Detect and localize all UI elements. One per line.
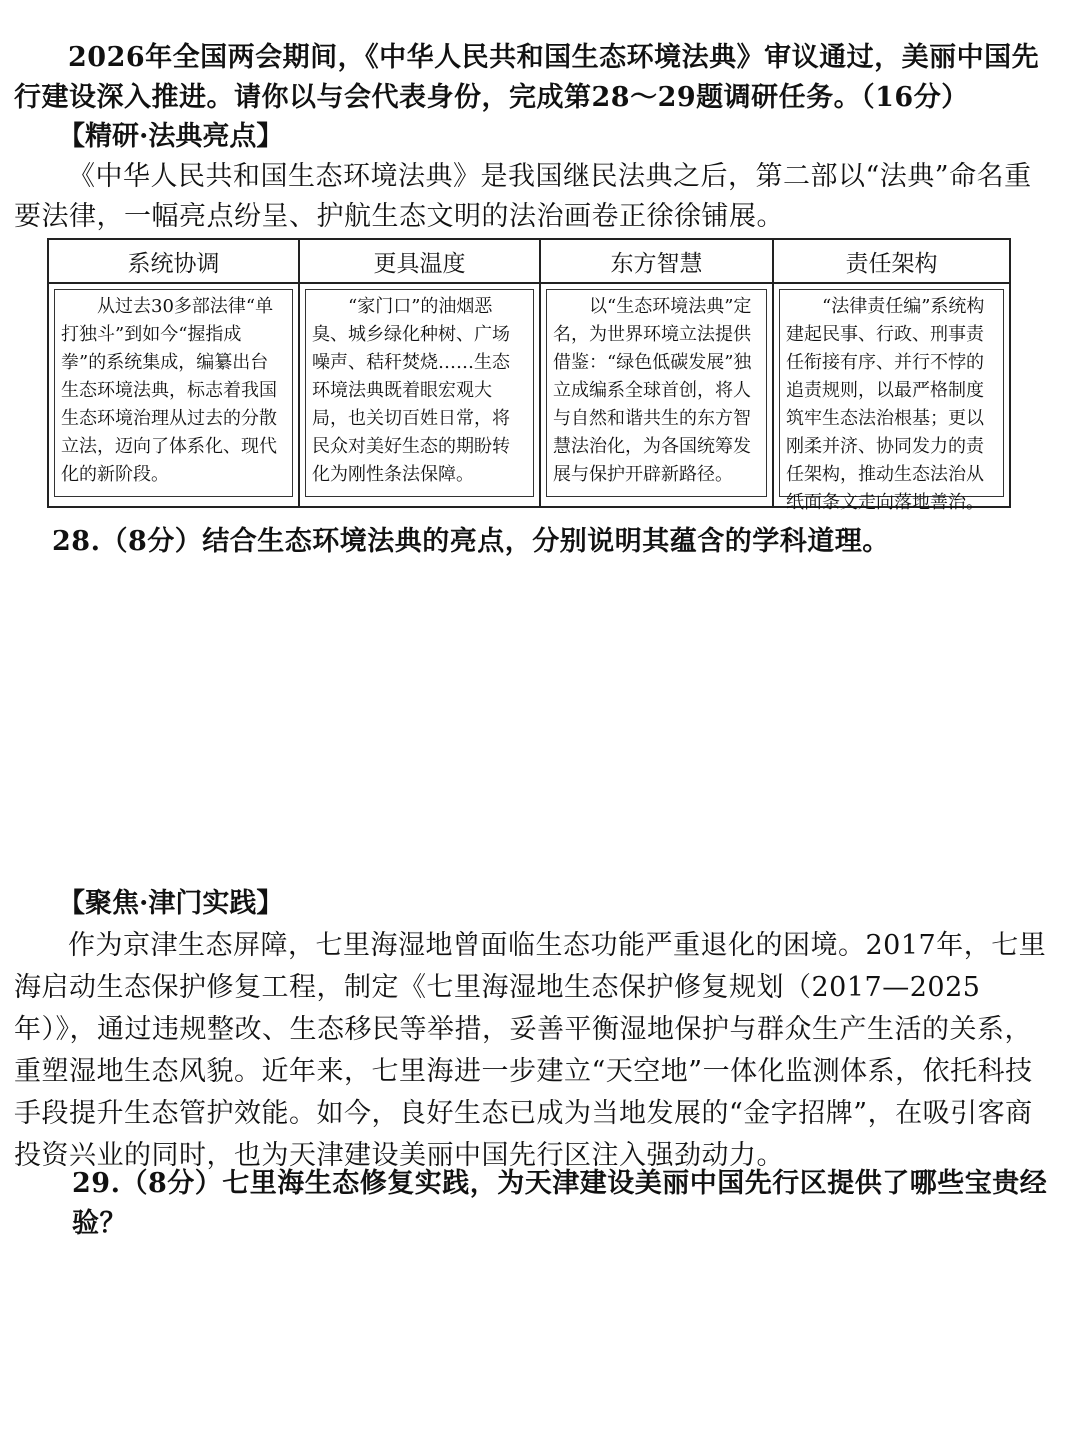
table-header-cell: 东方智慧 (540, 239, 773, 283)
table-header-row (48, 239, 1010, 283)
highlights-table (47, 238, 1011, 513)
table-cell (540, 283, 773, 507)
table-row (48, 283, 1010, 507)
question-29: 29.（8分）七里海生态修复实践，为天津建设美丽中国先行区提供了哪些宝贵经验？ (72, 1168, 1048, 1239)
table-header-cell: 更具温度 (299, 239, 540, 283)
intro-paragraph: 2026年全国两会期间，《中华人民共和国生态环境法典》审议通过，美丽中国先行建设深入推进。请你以与会代表身份，完成第28～29题调研任务。（16分） (14, 42, 1040, 113)
handwritten-note: 从过去30多部法律“单打独斗”到如今“握指成拳”的系统集成，编纂出台生态环境法典，标志着我国生态环境治理从过去的分散立法，迈向了体系化、现代化的新阶段。 (54, 289, 293, 497)
table-cell (299, 283, 540, 507)
handwritten-note: “法律责任编”系统构建起民事、行政、刑事责任衔接有序、并行不悖的追责规则，以最严格制度筑牢生态法治根基；更以刚柔并济、协同发力的责任架构，推动生态法治从纸面条文走向落地善治。 (779, 289, 1004, 497)
handwritten-note: “家门口”的油烟恶臭、城乡绿化种树、广场噪声、秸秆焚烧……生态环境法典既着眼宏观大局，也关切百姓日常，将民众对美好生态的期盼转化为刚性条法保障。 (305, 289, 534, 497)
table-cell (773, 283, 1010, 513)
section-title-law-highlights: 【精研·法典亮点】 (58, 121, 284, 152)
question-28: 28.（8分）结合生态环境法典的亮点，分别说明其蕴含的学科道理。 (52, 526, 890, 557)
law-highlights-paragraph: 《中华人民共和国生态环境法典》是我国继民法典之后，第二部以“法典”命名重要法律，一幅亮点纷呈、护航生态文明的法治画卷正徐徐铺展。 (14, 161, 1032, 232)
tianjin-practice-paragraph: 作为京津生态屏障，七里海湿地曾面临生态功能严重退化的困境。2017年，七里海启动生态保护修复工程，制定《七里海湿地生态保护修复规划（2017—2025年）》，通过违规整改、生态移民等举措，妥善平衡湿地保护与群众生产生活的关系，重塑湿地生态风貌。近年来，七里海进一步建立“天空地”一体化监测体系，依托科技手段提升生态管护效能。如今，良好生态已成为当地发展的“金字招牌”，在吸引客商投资兴业的同时，也为天津建设美丽中国先行区注入强劲动力。 (14, 930, 1047, 1171)
table-cell (48, 283, 299, 507)
handwritten-note: 以“生态环境法典”定名，为世界环境立法提供借鉴：“绿色低碳发展”独立成编系全球首创，将人与自然和谐共生的东方智慧法治化，为各国统筹发展与保护开辟新路径。 (546, 289, 767, 497)
table-header-cell: 责任架构 (773, 239, 1010, 283)
table-header-cell: 系统协调 (48, 239, 299, 283)
section-title-tianjin-practice: 【聚焦·津门实践】 (58, 888, 284, 919)
